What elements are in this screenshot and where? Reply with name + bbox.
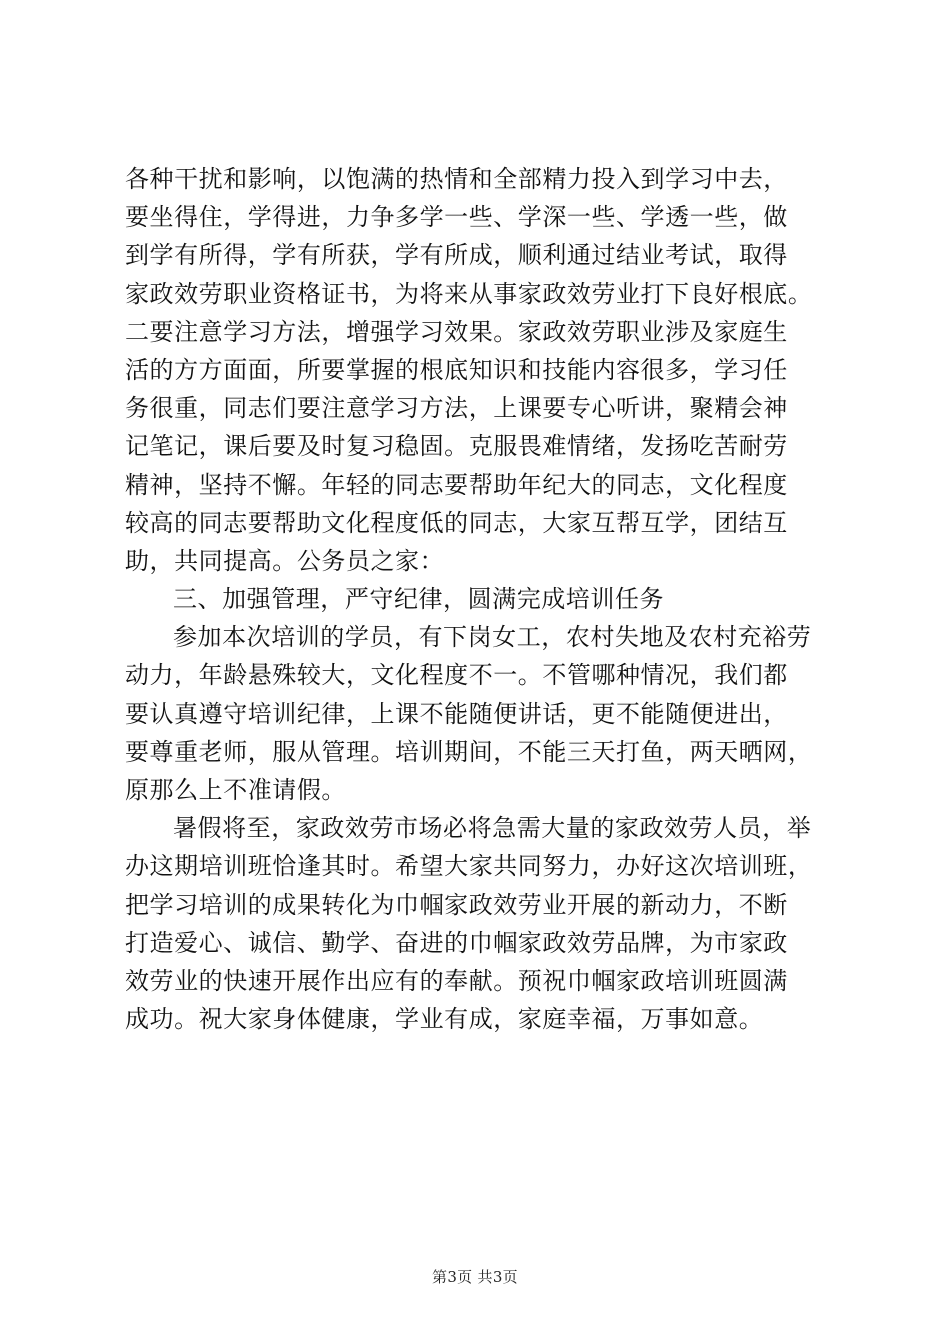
text-line: 精神，坚持不懈。年轻的同志要帮助年纪大的同志，文化程度	[125, 470, 788, 499]
text-line: 活的方方面面，所要掌握的根底知识和技能内容很多，学习任	[125, 355, 788, 384]
text-line: 动力，年龄悬殊较大，文化程度不一。不管哪种情况，我们都	[125, 661, 788, 690]
text-line: 要认真遵守培训纪律，上课不能随便讲话，更不能随便进出，	[125, 699, 788, 728]
text-line: 办这期培训班恰逢其时。希望大家共同努力，办好这次培训班，	[125, 852, 813, 881]
text-line: 务很重，同志们要注意学习方法，上课要专心听讲，聚精会神	[125, 394, 788, 423]
text-line: 暑假将至，家政效劳市场必将急需大量的家政效劳人员，举	[173, 814, 812, 843]
text-line: 记笔记，课后要及时复习稳固。克服畏难情绪，发扬吃苦耐劳	[125, 432, 788, 461]
text-line: 较高的同志要帮助文化程度低的同志，大家互帮互学，团结互	[125, 508, 788, 537]
text-line: 二要注意学习方法，增强学习效果。家政效劳职业涉及家庭生	[125, 317, 788, 346]
text-line: 助，共同提高。公务员之家：	[125, 546, 445, 575]
text-line: 把学习培训的成果转化为巾帼家政效劳业开展的新动力，不断	[125, 890, 788, 919]
text-line: 效劳业的快速开展作出应有的奉献。预祝巾帼家政培训班圆满	[125, 966, 788, 995]
text-line: 各种干扰和影响，以饱满的热情和全部精力投入到学习中去，	[125, 165, 788, 193]
text-line: 家政效劳职业资格证书，为将来从事家政效劳业打下良好根底。	[125, 279, 813, 308]
page-number-footer: 第3页 共3页	[432, 1268, 518, 1286]
text-line: 打造爱心、诚信、勤学、奋进的巾帼家政效劳品牌，为市家政	[125, 928, 788, 957]
text-line: 要坐得住，学得进，力争多学一些、学深一些、学透一些，做	[125, 203, 788, 232]
document-body	[125, 160, 865, 1038]
text-line: 要尊重老师，服从管理。培训期间，不能三天打鱼，两天晒网，	[125, 737, 813, 766]
text-line: 到学有所得，学有所获，学有所成，顺利通过结业考试，取得	[125, 241, 788, 270]
text-line: 参加本次培训的学员，有下岗女工，农村失地及农村充裕劳	[173, 623, 812, 652]
section-heading: 三、加强管理，严守纪律，圆满完成培训任务	[173, 585, 664, 614]
text-line: 原那么上不准请假。	[125, 776, 346, 804]
text-line: 成功。祝大家身体健康，学业有成，家庭幸福，万事如意。	[125, 1005, 764, 1034]
